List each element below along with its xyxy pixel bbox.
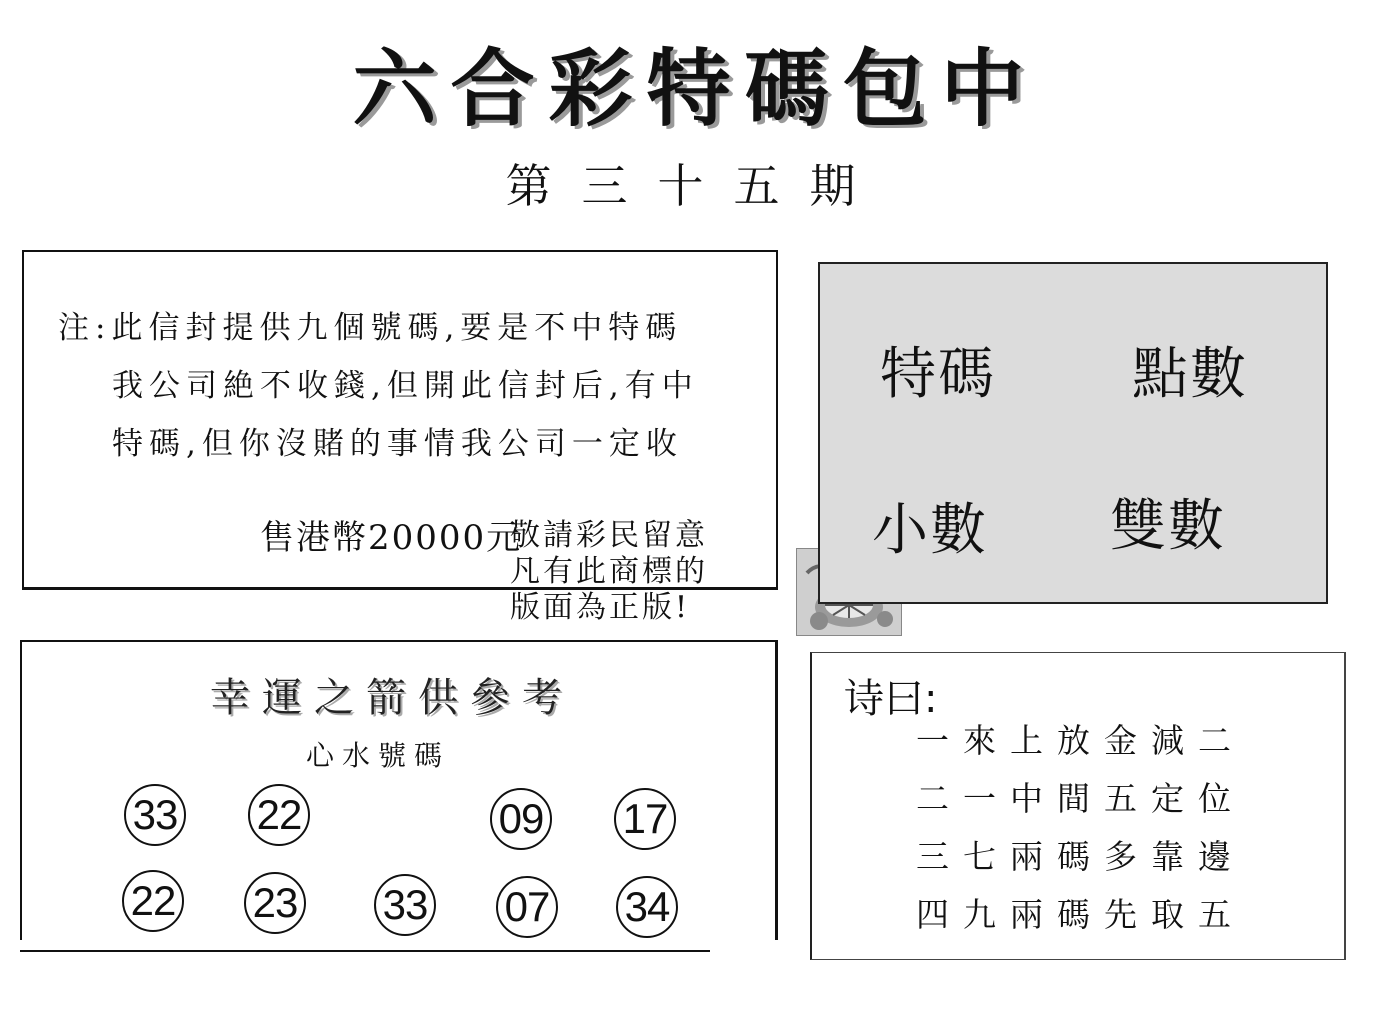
attribute-small: 小數 [872,498,988,563]
attributes-box [818,262,1328,604]
issue-number: 第三十五期 [505,159,886,213]
poem-line: 二一中間五定位 [916,779,1245,818]
number-ball: 22 [248,784,310,846]
divider [20,950,710,952]
lucky-title: 幸運之箭供參考 [210,675,574,721]
number-ball: 23 [244,872,306,934]
number-ball: 17 [614,788,676,850]
attribute-points: 點數 [1132,342,1248,407]
number-ball: 33 [374,874,436,936]
poem-line: 四九兩碼先取五 [916,895,1245,934]
lucky-numbers-box [20,640,778,940]
notice-line: 特碼,但你沒賭的事情我公司一定收 [112,426,683,462]
trademark-line: 敬請彩民留意 [510,518,708,553]
attribute-special-code: 特碼 [880,342,996,407]
number-ball: 22 [122,870,184,932]
lucky-subtitle: 心水號碼 [306,739,451,772]
page-title: 六合彩特碼包中 [352,39,1039,138]
poem-line: 一來上放金減二 [916,721,1245,760]
poem-box [810,652,1346,960]
trademark-line: 版面為正版! [510,590,691,625]
notice-line: 注:此信封提供九個號碼,要是不中特碼 [58,310,683,346]
price-text: 售港幣20000元 [260,518,523,558]
trademark-notice [510,518,708,626]
attribute-even: 雙數 [1110,494,1226,559]
poem-label: 诗曰: [844,676,938,722]
poem-line: 三七兩碼多靠邊 [916,837,1245,876]
number-ball: 33 [124,784,186,846]
number-ball: 07 [496,876,558,938]
trademark-line: 凡有此商標的 [510,554,708,589]
notice-line: 我公司絶不收錢,但開此信封后,有中 [112,368,699,404]
number-ball: 34 [616,876,678,938]
number-ball: 09 [490,788,552,850]
